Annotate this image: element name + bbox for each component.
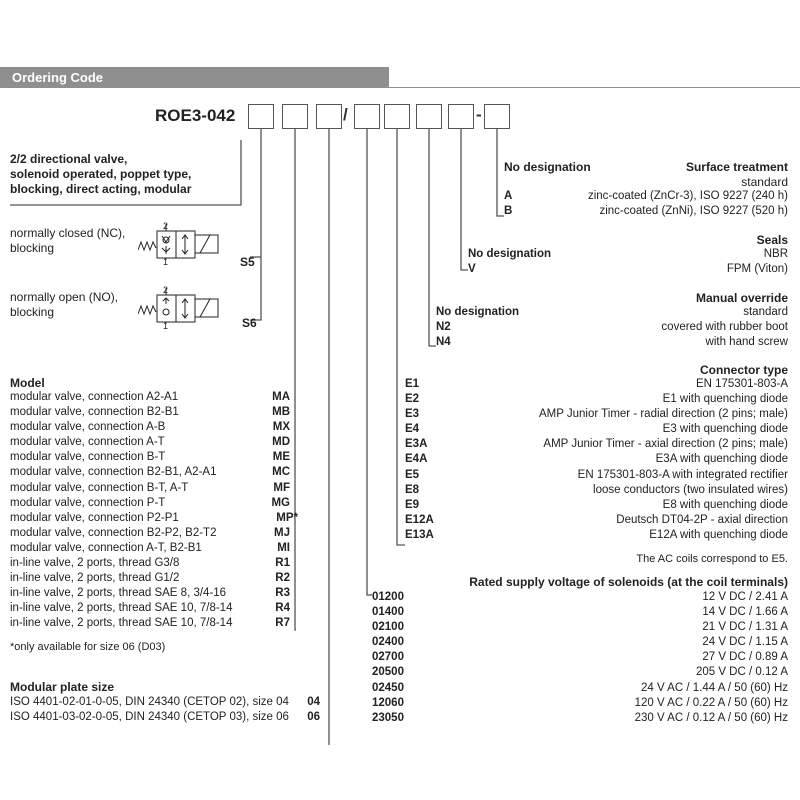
list-item: modular valve, connection A-T, B2-B1 MI xyxy=(10,541,290,554)
surface-title: Surface treatment xyxy=(685,160,788,174)
list-item: 01200 12 V DC / 2.41 A xyxy=(372,591,788,603)
code-slash: / xyxy=(343,105,348,124)
nc-valve-symbol xyxy=(138,220,228,266)
no-port-bottom: 1 xyxy=(163,321,169,330)
no-port-top: 2 xyxy=(163,285,169,295)
list-item: E9 E8 with quenching diode xyxy=(405,498,788,511)
list-item: in-line valve, 2 ports, thread G1/2 R2 xyxy=(10,572,290,585)
override-list xyxy=(436,305,788,350)
list-item: 02400 24 V DC / 1.15 A xyxy=(372,636,788,649)
function-no-label: normally open (NO), blocking xyxy=(10,290,119,319)
list-item: E3 AMP Junior Timer - radial direction (2 pins; male) xyxy=(405,408,788,421)
connector-list xyxy=(405,377,788,543)
list-item: E3A AMP Junior Timer - axial direction (2 pins; male) xyxy=(405,438,788,451)
list-item: E8 loose conductors (two insulated wires) xyxy=(405,483,788,496)
connector-title: Connector type xyxy=(699,363,788,377)
list-item: modular valve, connection B2-B1, A2-A1 MC xyxy=(10,466,290,479)
surface-list xyxy=(504,189,788,219)
list-item: modular valve, connection B2-P2, B2-T2 MJ xyxy=(10,526,290,539)
list-item: in-line valve, 2 ports, thread SAE 10, 7/8-14 R4 xyxy=(10,602,290,615)
list-item: B zinc-coated (ZnNi), ISO 9227 (520 h) xyxy=(504,205,788,218)
list-item: E1 EN 175301-803-A xyxy=(405,378,788,390)
seals-title: Seals xyxy=(756,233,788,247)
surface-none-value: standard xyxy=(741,175,788,189)
list-item: modular valve, connection B-T, A-T MF xyxy=(10,481,290,494)
model-list xyxy=(10,390,298,632)
list-item: modular valve, connection P-T MG xyxy=(10,496,290,509)
voltage-list xyxy=(372,590,788,726)
list-item: 01400 14 V DC / 1.66 A xyxy=(372,606,788,619)
list-item: modular valve, connection B2-B1 MB xyxy=(10,406,290,419)
list-item: N2 covered with rubber boot xyxy=(436,321,788,334)
plate-size-title: Modular plate size xyxy=(10,680,115,694)
list-item: in-line valve, 2 ports, thread G3/8 R1 xyxy=(10,557,290,570)
list-item: 20500 205 V DC / 0.12 A xyxy=(372,666,788,679)
list-item: E4A E3A with quenching diode xyxy=(405,453,788,466)
description: 2/2 directional valve, solenoid operated, poppet type, blocking, direct acting, modular xyxy=(10,152,192,196)
section-header: Ordering Code xyxy=(0,67,389,88)
nc-port-bottom: 1 xyxy=(163,257,169,266)
model-footnote: *only available for size 06 (D03) xyxy=(10,641,166,653)
list-item: ISO 4401-02-01-0-05, DIN 24340 (CETOP 02), size 04 04 xyxy=(10,696,320,708)
function-no-code: S6 xyxy=(242,316,257,330)
list-item: modular valve, connection B-T ME xyxy=(10,451,290,464)
list-item: modular valve, connection A2-A1 MA xyxy=(10,391,290,403)
nc-port-top: 2 xyxy=(163,221,169,231)
list-item: in-line valve, 2 ports, thread SAE 8, 3/4-16 R3 xyxy=(10,587,290,600)
seals-list xyxy=(468,247,788,277)
function-nc-code: S5 xyxy=(240,255,255,269)
list-item: modular valve, connection P2-P1 MP* xyxy=(10,511,298,524)
list-item: 02450 24 V AC / 1.44 A / 50 (60) Hz xyxy=(372,681,788,694)
code-dash: - xyxy=(476,105,482,124)
list-item: V FPM (Viton) xyxy=(468,263,788,276)
list-item: No designation standard xyxy=(436,306,788,318)
list-item: 02700 27 V DC / 0.89 A xyxy=(372,651,788,664)
list-item: E12A Deutsch DT04-2P - axial direction xyxy=(405,513,788,526)
list-item: modular valve, connection A-B MX xyxy=(10,421,290,434)
override-title: Manual override xyxy=(695,291,788,305)
list-item: A zinc-coated (ZnCr-3), ISO 9227 (240 h) xyxy=(504,190,788,202)
ordering-code-prefix: ROE3-042 xyxy=(155,106,236,125)
list-item: 02100 21 V DC / 1.31 A xyxy=(372,621,788,634)
list-item: N4 with hand screw xyxy=(436,336,788,349)
list-item: E13A E12A with quenching diode xyxy=(405,528,788,541)
list-item: E2 E1 with quenching diode xyxy=(405,393,788,406)
list-item: ISO 4401-03-02-0-05, DIN 24340 (CETOP 03), size 06 06 xyxy=(10,711,320,724)
no-valve-symbol xyxy=(138,284,228,330)
list-item: modular valve, connection A-T MD xyxy=(10,436,290,449)
plate-size-list xyxy=(10,695,320,725)
surface-none-label: No designation xyxy=(504,160,591,174)
list-item: 12060 120 V AC / 0.22 A / 50 (60) Hz xyxy=(372,696,788,709)
list-item: 23050 230 V AC / 0.12 A / 50 (60) Hz xyxy=(372,711,788,724)
function-nc-label: normally closed (NC), blocking xyxy=(10,226,126,255)
list-item: E4 E3 with quenching diode xyxy=(405,423,788,436)
list-item: E5 EN 175301-803-A with integrated rectifier xyxy=(405,468,788,481)
model-title: Model xyxy=(10,376,45,390)
list-item: No designation NBR xyxy=(468,248,788,260)
voltage-title: Rated supply voltage of solenoids (at the coil terminals) xyxy=(469,575,788,589)
list-item: in-line valve, 2 ports, thread SAE 10, 7/8-14 R7 xyxy=(10,617,290,630)
connector-note: The AC coils correspond to E5. xyxy=(636,553,788,565)
